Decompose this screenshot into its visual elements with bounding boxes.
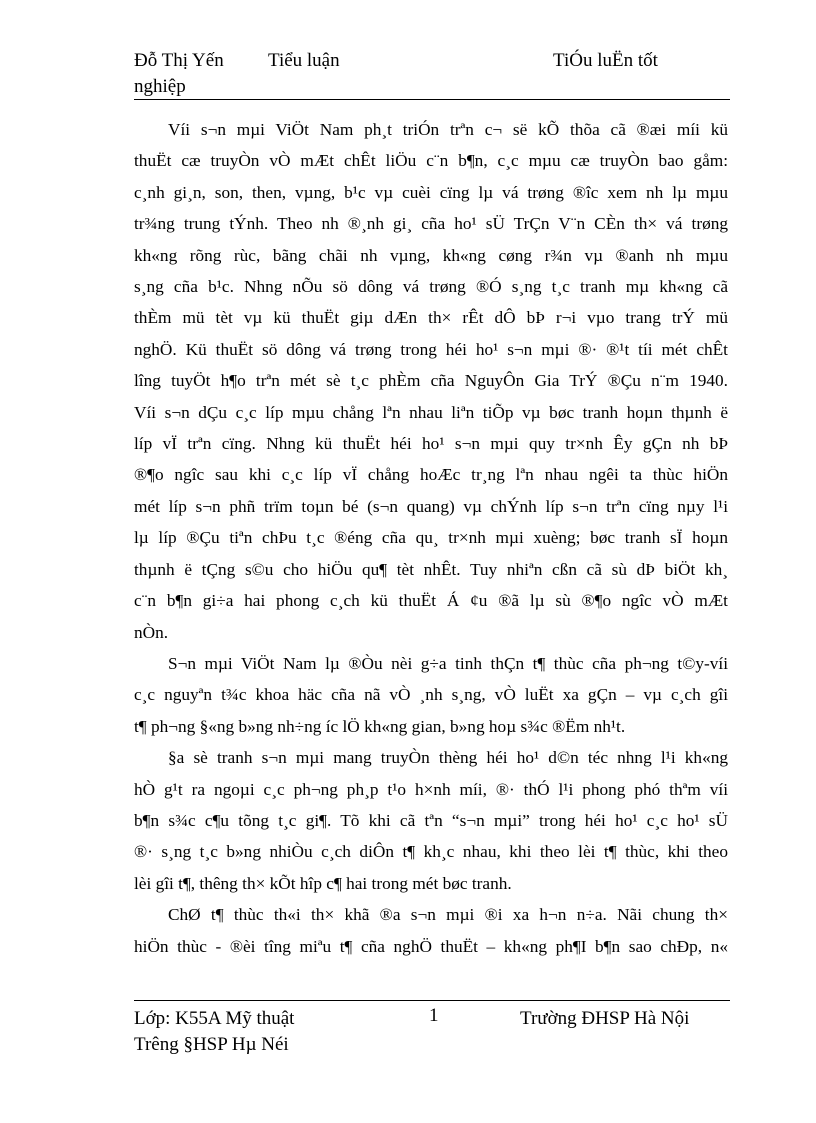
text-line: c¸nh gi¸n, son, then, vµng, b¹c vµ cuèi cïng lµ vá trøng ®îc xem nh lµ mµu <box>134 182 728 202</box>
text-line: thµnh ë tÇng s©u cho hiÖu qu¶ tèt nhÊt. Tuy nhiªn cßn cã sù dÞ biÖt kh¸ <box>134 559 728 579</box>
text-line: tr¾ng trung tÝnh. Theo nh ®¸nh gi¸ cña ho¹ sÜ TrÇn V¨n CÈn th× vá trøng <box>134 214 728 234</box>
text-line: hÒ g¹t ra ngoµi c¸c ph¬ng ph¸p t¹o h×nh míi, ®· thÓ l¹i phong phó thªm víi <box>134 779 728 799</box>
text-line: kh«ng rõng rùc, bãng chãi nh vµng, kh«ng cøng r¾n vµ ®anh nh mµu <box>134 245 728 265</box>
text-line: hiÖn thùc - ®èi tîng miªu t¶ cña nghÖ thuËt – kh«ng ph¶I b¶n sao chÐp, n« <box>134 936 728 956</box>
footer-school-continued: Trêng §HSP Hµ Néi <box>134 1034 289 1055</box>
text-line: thuËt cæ truyÒn vÒ mÆt chÊt liÖu c¨n b¶n, c¸c mµu cæ truyÒn bao gåm: <box>134 151 728 171</box>
text-line: c¨n b¶n gi÷a hai phong c¸ch kü thuËt Á ¢u ®ã lµ sù ®¶o ngîc vÒ mÆt <box>134 591 728 611</box>
header-author: Đỗ Thị Yến <box>134 50 224 71</box>
text-line: Víi s¬n dÇu c¸c líp mµu chång lªn nhau liªn tiÕp vµ bøc tranh hoµn thµnh ë <box>134 402 728 422</box>
footer-class-label: Lớp: K55A Mỹ thuật <box>134 1008 295 1029</box>
paragraph <box>134 899 728 962</box>
header-rule <box>134 99 730 100</box>
header-title-left: Tiểu luận <box>268 50 340 71</box>
paragraph <box>134 114 728 648</box>
text-line: lîng tuyÖt h¶o trªn mét sè t¸c phÈm cña NguyÔn Gia TrÝ ®Çu n¨m 1940. <box>134 371 728 391</box>
document-body <box>134 114 728 962</box>
text-line: Víi s¬n mµi ViÖt Nam ph¸t triÓn trªn c¬ së kÕ thõa cã ®æi míi kü <box>168 120 728 139</box>
text-line: ChØ t¶ thùc th«i th× khã ®a s¬n mµi ®i xa h¬n n÷a. Nãi chung th× <box>168 905 728 925</box>
header-title-right: TiÓu luËn tốt <box>553 50 658 71</box>
text-line: líp vÏ trªn cïng. Nhng kü thuËt héi ho¹ s¬n mµi quy tr×nh Êy gÇn nh bÞ <box>134 434 728 454</box>
page-number: 1 <box>429 1005 439 1026</box>
text-line: lµ líp ®Çu tiªn chÞu t¸c ®éng cña qu¸ tr×nh mµi xuèng; bøc tranh sÏ hoµn <box>134 528 728 548</box>
footer-rule <box>134 1000 730 1001</box>
text-line: nghÖ. Kü thuËt sö dông vá trøng trong héi ho¹ s¬n mµi ®· ®¹t tíi mét chÊt <box>134 339 728 359</box>
footer-school: Trường ĐHSP Hà Nội <box>520 1008 690 1029</box>
text-line: c¸c nguyªn t¾c khoa häc cña nã vÒ ¸nh s¸ng, vÒ luËt xa gÇn – vµ c¸ch gîi <box>134 685 728 705</box>
paragraph <box>134 648 728 742</box>
text-line: nÒn. <box>134 622 169 642</box>
text-line: b¶n s¾c c¶u tõng t¸c gi¶. Tõ khi cã tªn “s¬n mµi” trong héi ho¹ c¸c ho¹ sÜ <box>134 810 728 830</box>
paragraph <box>134 742 728 899</box>
text-line: thÈm mü tèt vµ kü thuËt giµ dÆn th× rÊt dÔ bÞ r¬i vµo trang trÝ mü <box>134 308 728 328</box>
text-line: lèi gîi t¶, thêng th× kÕt hîp c¶ hai trong mét bøc tranh. <box>134 873 512 893</box>
text-line: S¬n mµi ViÖt Nam lµ ®Òu nèi g÷a tinh thÇn t¶ thùc cña ph¬ng t©y-víi <box>168 653 728 673</box>
header-title-continued: nghiệp <box>134 76 186 97</box>
text-line: §a sè tranh s¬n mµi mang truyÒn thèng héi ho¹ d©n téc nhng l¹i kh«ng <box>168 748 728 768</box>
text-line: t¶ ph¬ng §«ng b»ng nh÷ng íc lÖ kh«ng gian, b»ng hoµ s¾c ®Ëm nh¹t. <box>134 716 626 736</box>
text-line: s¸ng cña b¹c. Nhng nÕu sö dông vá trøng ®Ó s¸ng t¸c tranh mµ kh«ng cã <box>134 277 728 297</box>
text-line: ®· s¸ng t¸c b»ng nhiÒu c¸ch diÔn t¶ kh¸c nhau, khi theo lèi t¶ thùc, khi theo <box>134 842 728 862</box>
text-line: mét líp s¬n phñ trïm toµn bé (s¬n quang) vµ chÝnh líp s¬n trªn cïng nµy l¹i <box>134 496 728 516</box>
text-line: ®¶o ngîc sau khi c¸c líp vÏ chång hoÆc tr¸ng lªn nhau ngêi ta thùc hiÖn <box>134 465 728 485</box>
